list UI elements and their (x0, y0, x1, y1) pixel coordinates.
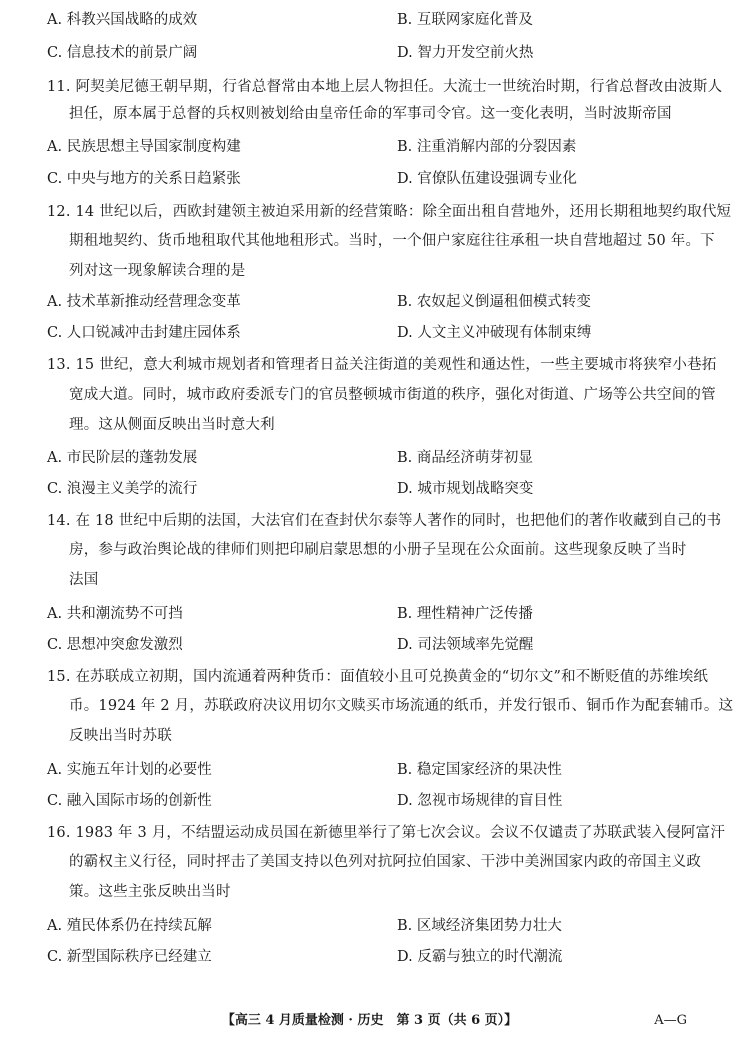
q12-stem-line1: 12. 14 世纪以后，西欧封建领主被迫采用新的经营策略：除全面出租自营地外，还用长期租地契约取代短 (47, 204, 732, 220)
q12-options-row1 (0, 286, 739, 318)
q12-option-c: C. 人口锐减冲击封建庄园体系 (47, 325, 241, 341)
q16-stem-line1: 16. 1983 年 3 月，不结盟运动成员国在新德里举行了第七次会议。会议不仅谴责了苏联武装入侵阿富汗 (47, 825, 726, 841)
q15-options-row1 (0, 754, 739, 786)
q10-option-a: A. 科教兴国战略的成效 (47, 12, 198, 28)
q15-stem-line1: 15. 在苏联成立初期，国内流通着两种货币：面值较小且可兑换黄金的“切尔文”和不断贬值的苏维埃纸 (47, 669, 709, 685)
q10-option-c: C. 信息技术的前景广阔 (47, 45, 198, 61)
q11-option-d: D. 官僚队伍建设强调专业化 (397, 171, 577, 187)
q16-option-d: D. 反霸与独立的时代潮流 (397, 949, 563, 965)
q14-option-c: C. 思想冲突愈发激烈 (47, 637, 183, 653)
footer-paper-code: A—G (654, 1013, 687, 1028)
footer-exam-info: 【高三 4 月质量检测 · 历史 第 3 页（共 6 页）】 (221, 1013, 518, 1028)
q16-options-row1 (0, 910, 739, 942)
q13-stem-line1: 13. 15 世纪，意大利城市规划者和管理者日益关注街道的美观性和通达性，一些主要城市将狭窄小巷拓 (47, 357, 717, 373)
q13-options-row1 (0, 442, 739, 474)
q15-options-row2 (0, 785, 739, 817)
q14-option-b: B. 理性精神广泛传播 (397, 606, 533, 622)
page-footer (0, 1010, 739, 1032)
q12-option-b: B. 农奴起义倒逼租佃模式转变 (397, 294, 591, 310)
q10-options-row1 (0, 4, 739, 36)
q13-option-a: A. 市民阶层的蓬勃发展 (47, 450, 198, 466)
q15-option-c: C. 融入国际市场的创新性 (47, 793, 212, 809)
q11-options-row1 (0, 131, 739, 163)
q15-stem-line2: 币。1924 年 2 月，苏联政府决议用切尔文赎买市场流通的纸币，并发行银币、铜币作为配套辅币。这 (69, 698, 734, 714)
q12-stem-line2: 期租地契约、货币地租取代其他地租形式。当时，一个佃户家庭往往承租一块自营地超过 50 年。下 (69, 233, 715, 249)
q16-stem-line3: 策。这些主张反映出当时 (69, 884, 231, 900)
q13-stem-line3: 理。这从侧面反映出当时意大利 (69, 417, 275, 433)
q11-option-b: B. 注重消解内部的分裂因素 (397, 139, 577, 155)
q15-stem-line3: 反映出当时苏联 (69, 728, 172, 744)
q13-stem-line2: 宽成大道。同时，城市政府委派专门的官员整顿城市街道的秩序，强化对街道、广场等公共空间的管 (69, 387, 716, 403)
q14-options-row1 (0, 598, 739, 630)
q12-stem-line3: 列对这一现象解读合理的是 (69, 263, 246, 279)
q11-stem-line2: 担任，原本属于总督的兵权则被划给由皇帝任命的军事司令官。这一变化表明，当时波斯帝国 (69, 106, 672, 122)
q15-option-b: B. 稳定国家经济的果决性 (397, 762, 562, 778)
q14-options-row2 (0, 629, 739, 661)
q11-option-a: A. 民族思想主导国家制度构建 (47, 139, 241, 155)
q10-option-b: B. 互联网家庭化普及 (397, 12, 533, 28)
q11-option-c: C. 中央与地方的关系日趋紧张 (47, 171, 241, 187)
q15-option-a: A. 实施五年计划的必要性 (47, 762, 212, 778)
q11-stem-line1: 11. 阿契美尼德王朝早期，行省总督常由本地上层人物担任。大流士一世统治时期，行省总督改由波斯人 (47, 79, 723, 95)
q13-option-b: B. 商品经济萌芽初显 (397, 450, 533, 466)
q15-option-d: D. 忽视市场规律的盲目性 (397, 793, 563, 809)
q14-stem-line2: 房，参与政治舆论战的律师们则把印刷启蒙思想的小册子呈现在公众面前。这些现象反映了当时 (69, 542, 687, 558)
q12-option-d: D. 人文主义冲破现有体制束缚 (397, 325, 592, 341)
q16-option-b: B. 区域经济集团势力壮大 (397, 918, 562, 934)
q16-options-row2 (0, 941, 739, 973)
q10-options-row2 (0, 37, 739, 69)
q11-options-row2 (0, 163, 739, 195)
q14-stem-line3: 法国 (69, 572, 99, 588)
q16-stem-line2: 的霸权主义行径，同时抨击了美国支持以色列对抗阿拉伯国家、干涉中美洲国家内政的帝国主义政 (69, 854, 702, 870)
q10-option-d: D. 智力开发空前火热 (397, 45, 534, 61)
q16-option-c: C. 新型国际秩序已经建立 (47, 949, 212, 965)
q13-option-c: C. 浪漫主义美学的流行 (47, 481, 198, 497)
q14-stem-line1: 14. 在 18 世纪中后期的法国，大法官们在查封伏尔泰等人著作的同时，也把他们的著作收藏到自己的书 (47, 513, 722, 529)
q13-option-d: D. 城市规划战略突变 (397, 481, 534, 497)
q14-option-d: D. 司法领域率先觉醒 (397, 637, 534, 653)
q12-option-a: A. 技术革新推动经营理念变革 (47, 294, 241, 310)
q12-options-row2 (0, 317, 739, 349)
q13-options-row2 (0, 473, 739, 505)
q16-option-a: A. 殖民体系仍在持续瓦解 (47, 918, 212, 934)
q14-option-a: A. 共和潮流势不可挡 (47, 606, 183, 622)
